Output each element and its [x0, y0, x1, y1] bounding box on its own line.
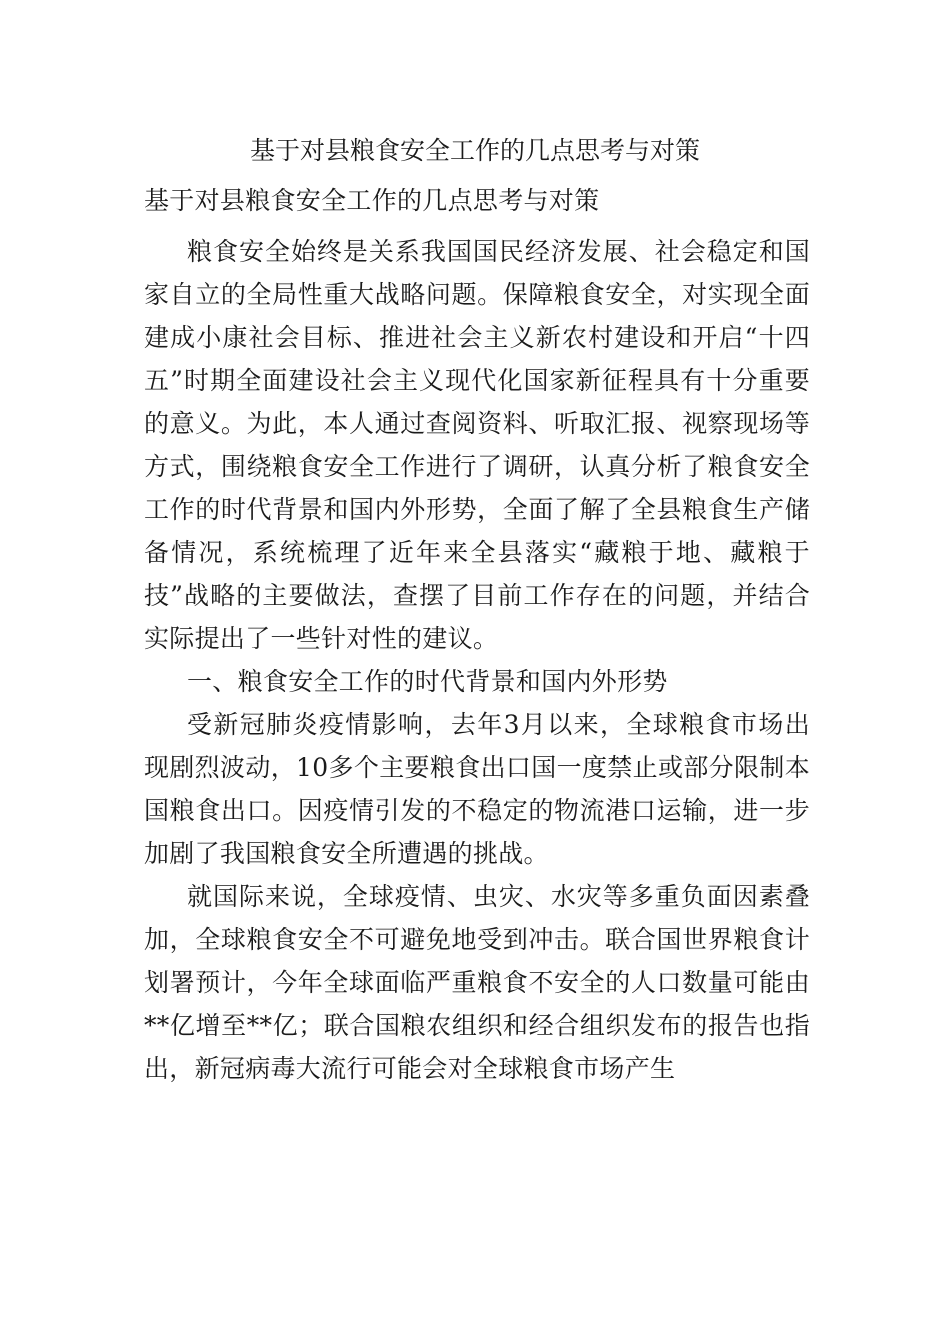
document-body: [144, 182, 810, 1090]
document-subtitle: 基于对县粮食安全工作的几点思考与对策: [144, 186, 600, 215]
paragraph-international: 就国际来说，全球疫情、虫灾、水灾等多重负面因素叠加，全球粮食安全不可避免地受到冲击。联合国世界粮食计划署预计，今年全球面临严重粮食不安全的人口数量可能由**亿增至**亿；联合国粮农组织和经合组织发布的报告也指出，新冠病毒大流行可能会对全球粮食市场产生: [144, 882, 810, 1083]
paragraph-intro: 粮食安全始终是关系我国国民经济发展、社会稳定和国家自立的全局性重大战略问题。保障粮食安全，对实现全面建成小康社会目标、推进社会主义新农村建设和开启“十四五”时期全面建设社会主义现代化国家新征程具有十分重要的意义。为此，本人通过查阅资料、听取汇报、视察现场等方式，围绕粮食安全工作进行了调研，认真分析了粮食安全工作的时代背景和国内外形势，全面了解了全县粮食生产储备情况，系统梳理了近年来全县落实“藏粮于地、藏粮于技”战略的主要做法，查摆了目前工作存在的问题，并结合实际提出了一些针对性的建议。: [144, 237, 810, 653]
document-title: 基于对县粮食安全工作的几点思考与对策: [249, 136, 700, 165]
section-heading-1: 一、粮食安全工作的时代背景和国内外形势: [187, 667, 668, 696]
paragraph-epidemic: 受新冠肺炎疫情影响，去年3月以来，全球粮食市场出现剧烈波动，10多个主要粮食出口国一度禁止或部分限制本国粮食出口。因疫情引发的不稳定的物流港口运输，进一步加剧了我国粮食安全所遭遇的挑战。: [144, 710, 810, 868]
